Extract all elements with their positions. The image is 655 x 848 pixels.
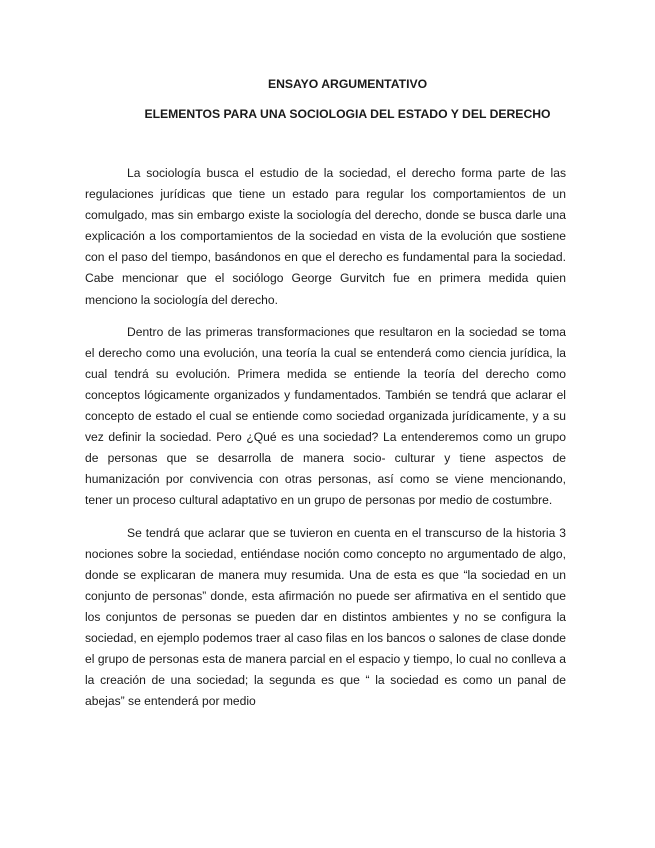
document-body — [85, 163, 566, 723]
paragraph: Dentro de las primeras transformaciones que resultaron en la sociedad se toma el derecho como una evolución, una teoría la cual se entenderá como ciencia jurídica, la cual tendrá su evolución. Primera medida se entiende la teoría del derecho como conceptos lógicamente organizados y fundamentados. También se tendrá que aclarar el concepto de estado el cual se entiende como sociedad organizada jurídicamente, y a su vez definir la sociedad. Pero ¿Qué es una sociedad? La entenderemos como un grupo de personas que se desarrolla de manera socio- culturar y tiene aspectos de humanización por convivencia con otras personas, así como se viene mencionando, tener un proceso cultural adaptativo en un grupo de personas por medio de costumbre. — [85, 324, 566, 508]
document-title: ENSAYO ARGUMENTATIVO — [267, 77, 428, 91]
paragraph: Se tendrá que aclarar que se tuvieron en cuenta en el transcurso de la historia 3 nociones sobre la sociedad, entiéndase noción como concepto no argumentado de algo, donde se explicaran de manera muy resumida. Una de esta es que “la sociedad en un conjunto de personas” donde, esta afirmación no puede ser afirmativa en el sentido que los conjuntos de personas se pueden dar en distintos ambientes y no se configura la sociedad, en ejemplo podemos traer al caso filas en los bancos o salones de clase donde el grupo de personas esta de manera parcial en el espacio y tiempo, lo cual no conlleva a la creación de una sociedad; la segunda es que “ la sociedad es como un panal de abejas” se entenderá por medio — [85, 525, 566, 709]
paragraph: La sociología busca el estudio de la sociedad, el derecho forma parte de las regulaciones jurídicas que tiene un estado para regular los comportamientos de un comulgado, mas sin embargo existe la sociología del derecho, donde se busca darle una explicación a los comportamientos de la sociedad en vista de la evolución que sostiene con el paso del tiempo, basándonos en que el derecho es fundamental para la sociedad. Cabe mencionar que el sociólogo George Gurvitch fue en primera medida quien menciono la sociología del derecho. — [85, 166, 566, 307]
document-subtitle: ELEMENTOS PARA UNA SOCIOLOGIA DEL ESTADO Y DEL DERECHO — [144, 107, 551, 121]
